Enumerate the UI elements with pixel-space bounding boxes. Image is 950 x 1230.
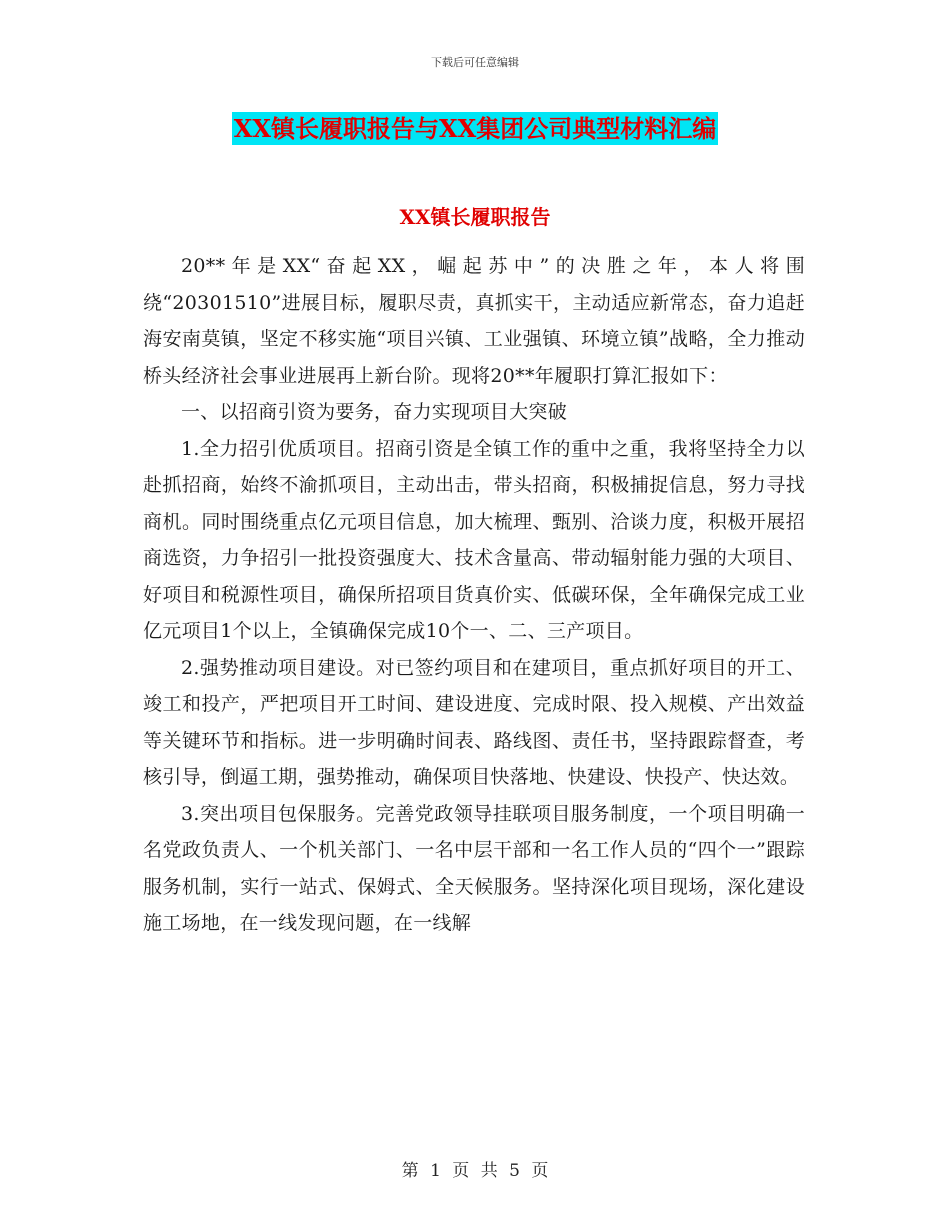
document-body	[143, 248, 805, 942]
paragraph-item-3: 3.突出项目包保服务。完善党政领导挂联项目服务制度，一个项目明确一名党政负责人、一个机关部门、一名中层干部和一名工作人员的“四个一”跟踪服务机制，实行一站式、保姆式、全天候服务。坚持深化项目现场，深化建设施工场地，在一线发现问题，在一线解	[143, 802, 805, 934]
main-title-text: XX镇长履职报告与XX集团公司典型材料汇编	[233, 114, 717, 143]
paragraph-intro: 20**年是XX“奋起XX，崛起苏中”的决胜之年，本人将围绕“20301510”进展目标，履职尽责，真抓实干，主动适应新常态，奋力追赶海安南莫镇，坚定不移实施“项目兴镇、工业强镇、环境立镇”战略，全力推动桥头经济社会事业进展再上新台阶。现将20**年履职打算汇报如下：	[143, 255, 805, 387]
paragraph-item-2: 2.强势推动项目建设。对已签约项目和在建项目，重点抓好项目的开工、竣工和投产，严把项目开工时间、建设进度、完成时限、投入规模、产出效益等关键环节和指标。进一步明确时间表、路线图、责任书，坚持跟踪督查，考核引导，倒逼工期，强势推动，确保项目快落地、快建设、快投产、快达效。	[143, 656, 805, 788]
paragraph-item-1: 1.全力招引优质项目。招商引资是全镇工作的重中之重，我将坚持全力以赴抓招商，始终不渝抓项目，主动出击，带头招商，积极捕捉信息，努力寻找商机。同时围绕重点亿元项目信息，加大梳理、甄别、洽谈力度，积极开展招商选资，力争招引一批投资强度大、技术含量高、带动辐射能力强的大项目、好项目和税源性项目，确保所招项目货真价实、低碳环保，全年确保完成工业亿元项目1个以上，全镇确保完成10个一、二、三产项目。	[143, 437, 805, 642]
page-header-note: 下载后可任意编辑	[431, 56, 519, 69]
page-number-footer: 第 1 页 共 5 页	[401, 1161, 549, 1181]
section-title: XX镇长履职报告	[399, 205, 551, 229]
section-heading-1: 一、以招商引资为要务，奋力实现项目大突破	[181, 401, 568, 423]
document-main-title	[0, 112, 950, 146]
